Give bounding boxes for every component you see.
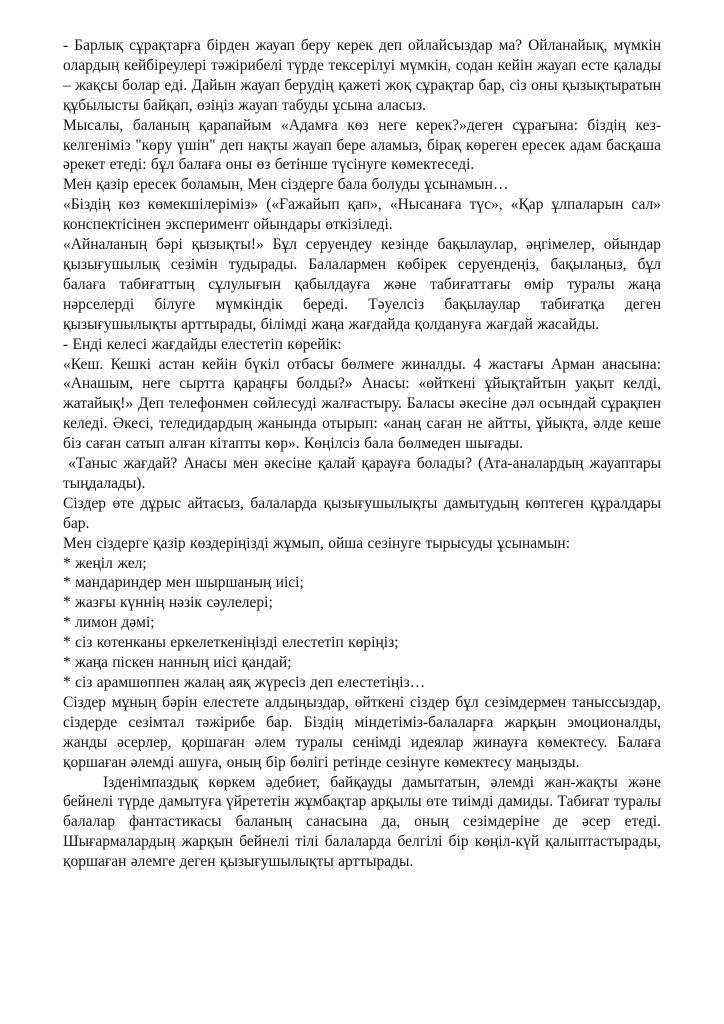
paragraph-imagine-lead: Мен сіздерге қазір көздеріңізді жұмып, ойша сезінуге тырысуды ұсынамын: bbox=[63, 534, 571, 552]
paragraph-literature-riddles: Ізденімпаздық көркем әдебиет, байқауды дамытатын, әлемді жан-жақты және бейнелі түрде дамытуға үйрететін жұмбақтар арқылы өте тиімді дамиды. Табиғат туралы балалар фантастикасы баланың санасына да, оның сезімдеріне де әсер етеді. Шығармалардың жарқын бейнелі тілі балаларда белгілі бір көңіл-күй қалыптастырады, қоршаған әлемге деген қызығушылықты арттырады. bbox=[63, 773, 661, 871]
paragraph-situation-lead: - Енді келесі жағдайды елестетіп көрейік: bbox=[63, 335, 342, 353]
document-body bbox=[63, 36, 661, 872]
paragraph-agreement: Сіздер өте дұрыс айтасыз, балаларда қызығушылықты дамытудың көптеген құралдары бар. bbox=[63, 494, 661, 532]
paragraph-intro-question: - Барлық сұрақтарға бірден жауап беру керек деп ойлайсыздар ма? Ойланайық, мүмкін олардың кейбіреулері тәжірибелі түрде тексерілуі мүмкін, содан кейін жауап есте қалады – жақсы болар еді. Дайын жауап берудің қажеті жоқ сұрақтар бар, сіз оны қызықтыратын құбылысты байқап, өзіңіз жауап табуды ұсына аласыз. bbox=[63, 37, 661, 114]
paragraph-familiar-situation: «Таныс жағдай? Анасы мен әкесіне қалай қарауға болады? (Ата-аналардың жауаптары тыңдалады). bbox=[63, 455, 661, 492]
paragraph-sensory-experience: Сіздер мұның бәрін елестете алдыңыздар, өйткені сіздер бұл сезімдермен таныссыздар, сіздерде сезімтал тәжірибе бар. Біздің міндетіміз-балаларға жарқын эмоционалды, жанды әсерлер, қоршаған әлем туралы сенімді идеялар жинауға көмектесу. Балаға қоршаған әлемді ашуға, оның бір бөлігі ретінде сезінуге көмектесу маңызды. bbox=[63, 693, 661, 771]
bullet-item-bread: * жаңа піскен нанның иісі қандай; bbox=[63, 654, 292, 672]
paragraph-example-eyes: Мысалы, баланың қарапайым «Адамға көз неге керек?»деген сұрағына: біздің кез-келгеніміз "көру үшін" деп нақты жауап бере аламыз, бірақ көреген ересек адам басқаша әрекет етеді: бұл балаға оны өз бетінше түсінуге көмектеседі. bbox=[63, 116, 661, 174]
paragraph-experiment-games: «Біздің көз көмекшілеріміз» («Ғажайып қап», «Нысанаға түс», «Қар ұлпаларын сал» конспектісінен эксперимент ойындары өткізіледі. bbox=[63, 196, 661, 234]
bullet-item-barefoot: * сіз арамшөппен жалаң аяқ жүресіз деп елестетіңіз… bbox=[63, 674, 426, 691]
bullet-item-sunrays: * жазғы күннің нәзік сәулелері; bbox=[63, 594, 273, 612]
paragraph-role-play: Мен қазір ересек боламын, Мен сіздерге бала болуды ұсынамын… bbox=[63, 176, 509, 194]
bullet-item-breeze: * жеңіл жел; bbox=[63, 554, 147, 572]
bullet-item-kitten: * сіз котенканы еркелеткеніңізді елестетіп көріңіз; bbox=[63, 634, 399, 652]
paragraph-walks-nature: «Айналаның бәрі қызықты!» Бұл серуендеу кезінде бақылаулар, әңгімелер, ойындар қызығушылық сезімін тудырады. Балалармен көбірек серуендеңіз, бақылаңыз, бұл балаға табиғаттың сұлулығын қабылдауға және табиғаттағы өмір туралы жаңа нәрселерді білуге мүмкіндік береді. Тәуелсіз бақылаулар табиғатқа деген қызығушылықты арттырады, білімді жаңа жағдайда қолдануға жағдай жасайды. bbox=[63, 236, 661, 333]
bullet-item-mandarin: * мандариндер мен шыршаның иісі; bbox=[63, 574, 304, 592]
paragraph-evening-story: «Кеш. Кешкі астан кейін бүкіл отбасы бөлмеге жиналды. 4 жастағы Арман анасына: «Анашым, неге сыртта қараңғы болды?» Анасы: «өйткені ұйықтайтын уақыт келді, жатайық!» Деп телефонмен сөйлесуді жалғастыру. Баласы әкесіне дәл осындай сұрақпен келеді. Әкесі, теледидардың жанында отырып: «анаң саған не айтты, ұйықта, әлде кеше біз саған сатып алған кітапты көр». Көңілсіз бала бөлмеден шығады. bbox=[63, 355, 661, 453]
bullet-item-lemon: * лимон дәмі; bbox=[63, 614, 155, 632]
